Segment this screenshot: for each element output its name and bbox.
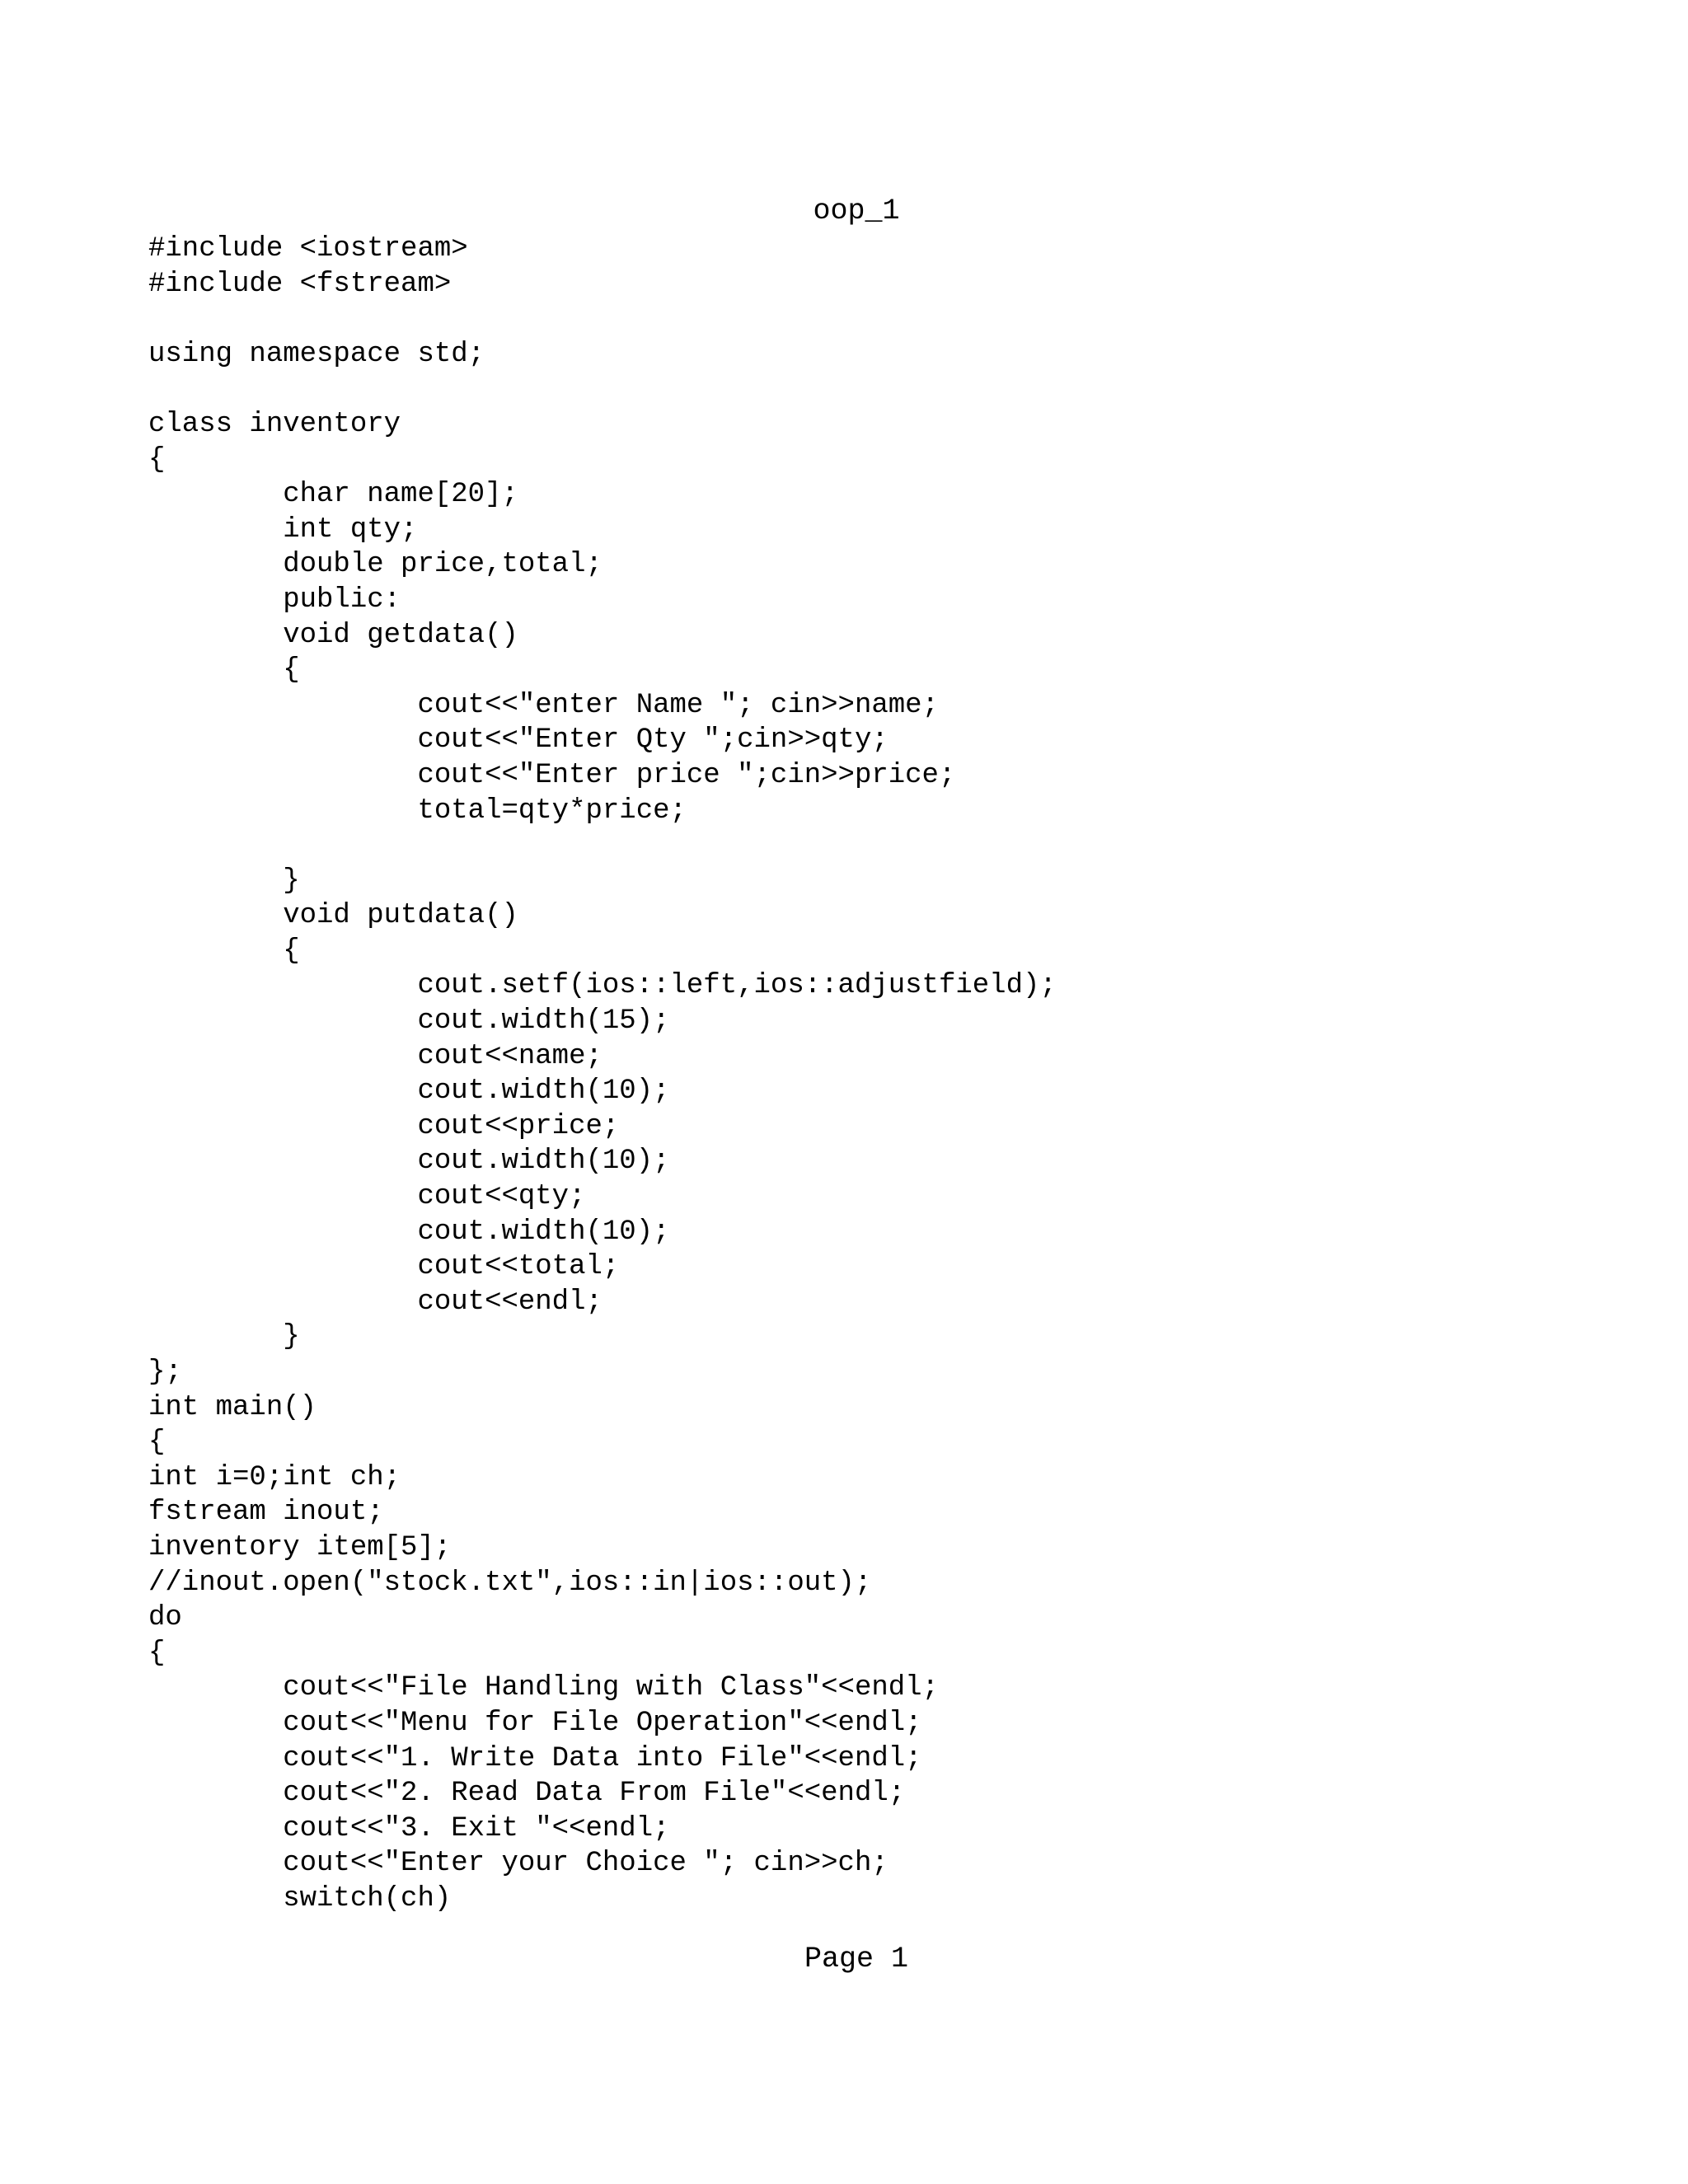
code-line: { bbox=[148, 443, 166, 476]
code-line: cout<<name; bbox=[148, 1040, 603, 1072]
code-line: cout<<"File Handling with Class"<<endl; bbox=[148, 1672, 939, 1704]
code-line: cout<<"1. Write Data into File"<<endl; bbox=[148, 1742, 922, 1774]
code-line: }; bbox=[148, 1357, 182, 1388]
code-line: cout.width(10); bbox=[148, 1146, 670, 1178]
code-line: cout<<price; bbox=[148, 1110, 620, 1142]
code-line bbox=[148, 828, 1057, 864]
code-line: cout<<"Enter your Choice "; cin>>ch; bbox=[148, 1848, 889, 1880]
code-line: cout<<qty; bbox=[148, 1181, 586, 1213]
code-line: int main() bbox=[148, 1391, 317, 1423]
code-line: void putdata() bbox=[148, 900, 518, 932]
code-line: cout<<"Menu for File Operation"<<endl; bbox=[148, 1707, 922, 1739]
code-line: double price,total; bbox=[148, 549, 603, 581]
code-line: { bbox=[148, 1637, 166, 1669]
code-line: cout.width(10); bbox=[148, 1216, 670, 1248]
code-line: fstream inout; bbox=[148, 1497, 384, 1529]
code-line bbox=[148, 302, 1057, 337]
code-line: cout.width(10); bbox=[148, 1076, 670, 1108]
code-line: inventory item[5]; bbox=[148, 1531, 452, 1563]
page-header-title: oop_1 bbox=[813, 194, 900, 227]
code-line: do bbox=[148, 1602, 182, 1634]
code-line: #include <iostream> bbox=[148, 233, 468, 265]
code-line: cout.setf(ios::left,ios::adjustfield); bbox=[148, 970, 1057, 1002]
code-line: class inventory bbox=[148, 408, 401, 440]
code-line: } bbox=[148, 1321, 300, 1353]
code-line: int i=0;int ch; bbox=[148, 1461, 401, 1493]
code-line: { bbox=[148, 1427, 166, 1459]
code-line bbox=[148, 372, 1057, 407]
code-line: cout<<"3. Exit "<<endl; bbox=[148, 1812, 670, 1844]
code-line: } bbox=[148, 865, 300, 897]
code-listing bbox=[148, 232, 1057, 1917]
code-line: cout<<"enter Name "; cin>>name; bbox=[148, 689, 939, 721]
code-line: cout<<"2. Read Data From File"<<endl; bbox=[148, 1778, 906, 1810]
code-line: int qty; bbox=[148, 513, 418, 546]
code-line: total=qty*price; bbox=[148, 794, 687, 827]
code-line: public: bbox=[148, 583, 401, 616]
code-line: void getdata() bbox=[148, 619, 518, 651]
code-line: { bbox=[148, 654, 300, 687]
code-line: cout<<"Enter Qty ";cin>>qty; bbox=[148, 724, 889, 757]
code-line: char name[20]; bbox=[148, 479, 518, 511]
code-line: cout<<"Enter price ";cin>>price; bbox=[148, 759, 956, 791]
code-line: cout<<total; bbox=[148, 1251, 620, 1283]
code-line: cout<<endl; bbox=[148, 1286, 603, 1318]
code-line: cout.width(15); bbox=[148, 1005, 670, 1038]
page-footer-number: Page 1 bbox=[804, 1943, 909, 1975]
code-line: { bbox=[148, 935, 300, 967]
code-line: #include <fstream> bbox=[148, 268, 452, 300]
code-line: switch(ch) bbox=[148, 1882, 452, 1915]
code-line: //inout.open("stock.txt",ios::in|ios::out); bbox=[148, 1567, 872, 1599]
code-line: using namespace std; bbox=[148, 338, 485, 370]
